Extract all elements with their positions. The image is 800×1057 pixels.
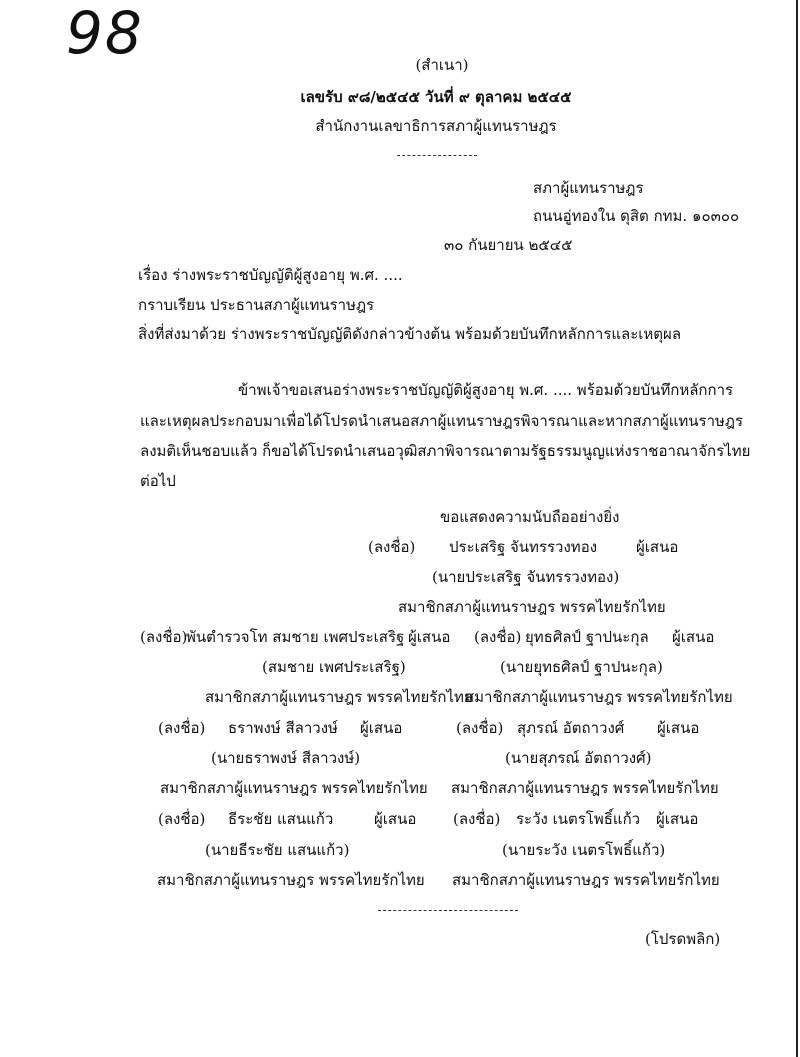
subject-line: เรื่อง ร่างพระราชบัญญัติผู้สูงอายุ พ.ศ. .... [138, 266, 403, 284]
name-s1: (สมชาย เพศประเสริฐ) [262, 658, 406, 676]
member-main: สมาชิกสภาผู้แทนราษฎร พรรคไทยรักไทย [398, 598, 666, 616]
sign-label: (ลงชื่อ) [158, 810, 206, 828]
copy-label: (สำเนา) [415, 56, 469, 74]
sign-label: (ลงชื่อ) [474, 628, 522, 646]
scan-edge [796, 0, 798, 1057]
sign-label: (ลงชื่อ) [453, 810, 501, 828]
signature-s4: สุภรณ์ อัตถาวงศ์ [517, 719, 625, 737]
address-line-1: สภาผู้แทนราษฎร [533, 179, 644, 197]
sign-label: (ลงชื่อ) [368, 538, 416, 556]
signature-s5: ธีระชัย แสนแก้ว [228, 810, 334, 828]
letter-date: ๓๐ กันยายน ๒๕๔๕ [444, 236, 573, 254]
body-line: ลงมติเห็นชอบแล้ว ก็ขอได้โปรดนำเสนอวุฒิสภาพิจารณาตามรัฐธรรมนูญแห่งราชอาณาจักรไทย [140, 442, 751, 460]
name-s6: (นายระวัง เนตรโพธิ์แก้ว) [502, 841, 666, 859]
member-s3: สมาชิกสภาผู้แทนราษฎร พรรคไทยรักไทย [160, 779, 428, 797]
sign-label: (ลงชื่อ) [140, 628, 188, 646]
body-line: ข้าพเจ้าขอเสนอร่างพระราชบัญญัติผู้สูงอายุ พ.ศ. .... พร้อมด้วยบันทึกหลักการ [238, 381, 734, 399]
enclosure-line: สิ่งที่ส่งมาด้วย ร่างพระราชบัญญัติดังกล่าวข้างต้น พร้อมด้วยบันทึกหลักการและเหตุผล [138, 325, 682, 343]
body-line: ต่อไป [140, 472, 176, 490]
proposer-label: ผู้เสนอ [672, 628, 715, 646]
proposer-label: ผู้เสนอ [656, 810, 699, 828]
name-s2: (นายยุทธศิลป์ ฐาปนะกุล) [500, 658, 663, 676]
please-turn-over: (โปรดพลิก) [645, 930, 721, 948]
header-separator [397, 155, 477, 156]
proposer-label: ผู้เสนอ [374, 810, 417, 828]
member-s4: สมาชิกสภาผู้แทนราษฎร พรรคไทยรักไทย [451, 779, 719, 797]
signature-s1: พันตำรวจโท สมชาย เพศประเสริฐ [186, 628, 405, 646]
signature-main: ประเสริฐ จันทรรวงทอง [449, 538, 598, 556]
name-main: (นายประเสริฐ จันทรรวงทอง) [432, 568, 620, 586]
signature-s2: ยุทธศิลป์ ฐาปนะกุล [525, 628, 649, 646]
salutation-line: กราบเรียน ประธานสภาผู้แทนราษฎร [138, 296, 375, 314]
name-s4: (นายสุภรณ์ อัตถาวงศ์) [505, 749, 652, 767]
footer-separator [378, 910, 518, 911]
member-s1: สมาชิกสภาผู้แทนราษฎร พรรคไทยรักไทย [205, 688, 473, 706]
signature-s6: ระวัง เนตรโพธิ์แก้ว [516, 810, 641, 828]
sign-label: (ลงชื่อ) [456, 719, 504, 737]
handwritten-number: 98 [66, 0, 144, 67]
name-s3: (นายธราพงษ์ สีลาวงษ์) [211, 749, 361, 767]
proposer-label: ผู้เสนอ [657, 719, 700, 737]
signature-s3: ธราพงษ์ สีลาวงษ์ [228, 719, 338, 737]
proposer-label: ผู้เสนอ [636, 538, 679, 556]
office-name: สำนักงานเลขาธิการสภาผู้แทนราษฎร [315, 117, 557, 135]
address-line-2: ถนนอู่ทองใน ดุสิต กทม. ๑๐๓๐๐ [533, 207, 740, 225]
body-line: และเหตุผลประกอบมาเพื่อได้โปรดนำเสนอสภาผู้แทนราษฎรพิจารณาและหากสภาผู้แทนราษฎร [140, 412, 744, 430]
proposer-label: ผู้เสนอ [360, 719, 403, 737]
member-s6: สมาชิกสภาผู้แทนราษฎร พรรคไทยรักไทย [452, 871, 720, 889]
member-s5: สมาชิกสภาผู้แทนราษฎร พรรคไทยรักไทย [157, 871, 425, 889]
proposer-label: ผู้เสนอ [408, 628, 451, 646]
name-s5: (นายธีระชัย แสนแก้ว) [205, 841, 350, 859]
closing-line: ขอแสดงความนับถืออย่างยิ่ง [440, 508, 620, 526]
member-s2: สมาชิกสภาผู้แทนราษฎร พรรคไทยรักไทย [465, 688, 733, 706]
receipt-number: เลขรับ ๙๘/๒๕๔๕ วันที่ ๙ ตุลาคม ๒๕๔๕ [300, 88, 572, 106]
sign-label: (ลงชื่อ) [158, 719, 206, 737]
